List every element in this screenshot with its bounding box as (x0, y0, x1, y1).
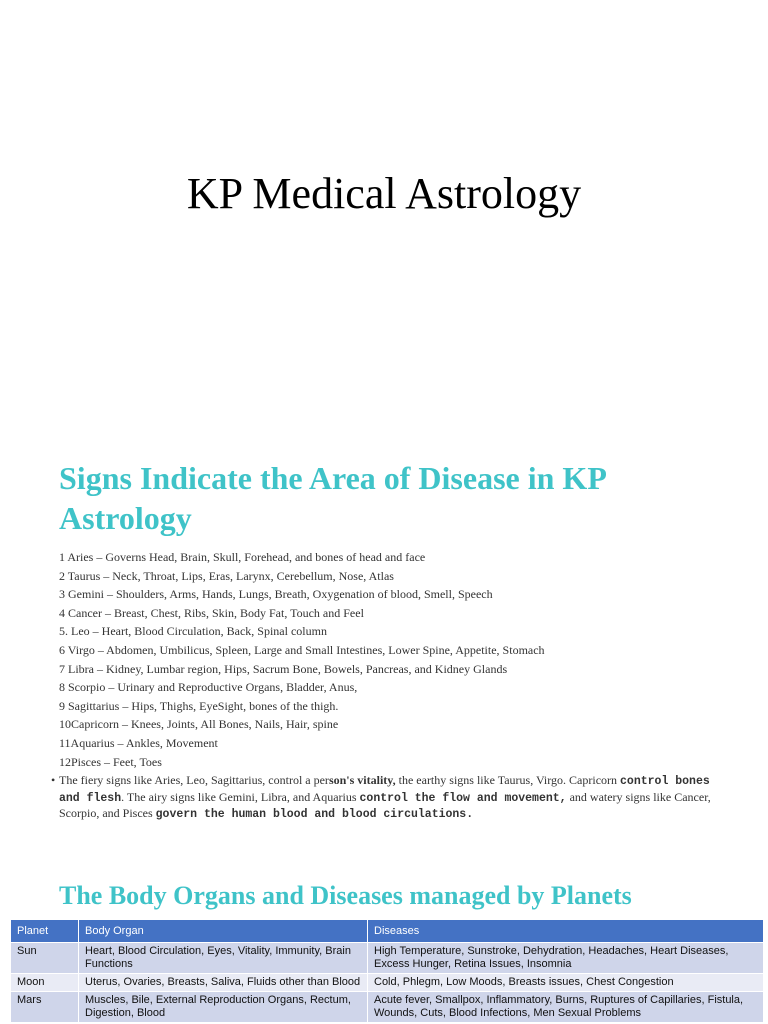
paragraph-text: The fiery signs like Aries, Leo, Sagittarius, control a per (59, 773, 329, 787)
table-cell: Cold, Phlegm, Low Moods, Breasts issues, Chest Congestion (368, 974, 764, 992)
paragraph-bold: govern the human blood and blood circulations. (155, 808, 474, 821)
table-cell: Acute fever, Smallpox, Inflammatory, Burns, Ruptures of Capillaries, Fistula, Wounds, Cuts, Blood Infections, Men Sexual Problems (368, 992, 764, 1023)
list-item: 10Capricorn – Knees, Joints, All Bones, Nails, Hair, spine (59, 717, 339, 732)
table-cell: Sun (11, 943, 79, 974)
paragraph-text: and watery signs like Cancer, Scorpio, and Pisces (59, 789, 711, 820)
column-header: Planet (11, 920, 79, 943)
column-header: Diseases (368, 920, 764, 943)
table-cell: High Temperature, Sunstroke, Dehydration, Headaches, Heart Diseases, Excess Hunger, Retina Issues, Insomnia (368, 943, 764, 974)
document-title: KP Medical Astrology (186, 169, 582, 218)
table-cell: Heart, Blood Circulation, Eyes, Vitality, Immunity, Brain Functions (79, 943, 368, 974)
table-cell: Uterus, Ovaries, Breasts, Saliva, Fluids other than Blood (79, 974, 368, 992)
list-item: 7 Libra – Kidney, Lumbar region, Hips, Sacrum Bone, Bowels, Pancreas, and Kidney Glands (59, 661, 508, 676)
planets-heading: The Body Organs and Diseases managed by Planets (59, 881, 632, 910)
table-header-row (11, 920, 764, 943)
list-item: 6 Virgo – Abdomen, Umbilicus, Spleen, Large and Small Intestines, Lower Spine, Appetite, Stomach (59, 642, 545, 657)
paragraph-bold: control the flow and movement, (359, 791, 567, 805)
slide-signs (0, 450, 768, 845)
list-item: 8 Scorpio – Urinary and Reproductive Organs, Bladder, Anus, (59, 680, 358, 695)
list-item: 11Aquarius – Ankles, Movement (59, 735, 218, 750)
planet-organ-table (10, 919, 764, 1023)
signs-heading: Signs Indicate the Area of Disease in KP Astrology (59, 460, 606, 536)
paragraph-text: . The airy signs like Gemini, Libra, and Aquarius (121, 789, 360, 804)
table-row (11, 974, 764, 992)
list-item: 12Pisces – Feet, Toes (59, 754, 162, 769)
table-row (11, 992, 764, 1023)
list-item: 5. Leo – Heart, Blood Circulation, Back, Spinal column (59, 624, 327, 639)
table-cell: Mars (11, 992, 79, 1023)
paragraph-bold: control bones and flesh (59, 775, 710, 805)
table-cell: Moon (11, 974, 79, 992)
paragraph-text: the earthy signs like Taurus, Virgo. Capricorn (395, 773, 621, 787)
column-header: Body Organ (79, 920, 368, 943)
list-item: 3 Gemini – Shoulders, Arms, Hands, Lungs, Breath, Oxygenation of blood, Smell, Speech (59, 587, 493, 602)
list-item: 2 Taurus – Neck, Throat, Lips, Eras, Larynx, Cerebellum, Nose, Atlas (59, 568, 394, 583)
table-row (11, 943, 764, 974)
sign-list (59, 548, 749, 771)
list-item: 1 Aries – Governs Head, Brain, Skull, Forehead, and bones of head and face (59, 550, 426, 564)
slide-title (0, 0, 768, 420)
paragraph-bold: son's vitality, (328, 773, 396, 787)
list-item: 4 Cancer – Breast, Chest, Ribs, Skin, Body Fat, Touch and Feel (59, 605, 364, 620)
element-signs-paragraph (51, 773, 719, 823)
bullet-icon: • (51, 773, 56, 787)
table-cell: Muscles, Bile, External Reproduction Organs, Rectum, Digestion, Blood (79, 992, 368, 1023)
list-item: 9 Sagittarius – Hips, Thighs, EyeSight, bones of the thigh. (59, 698, 339, 713)
slide-planets (0, 870, 768, 1024)
